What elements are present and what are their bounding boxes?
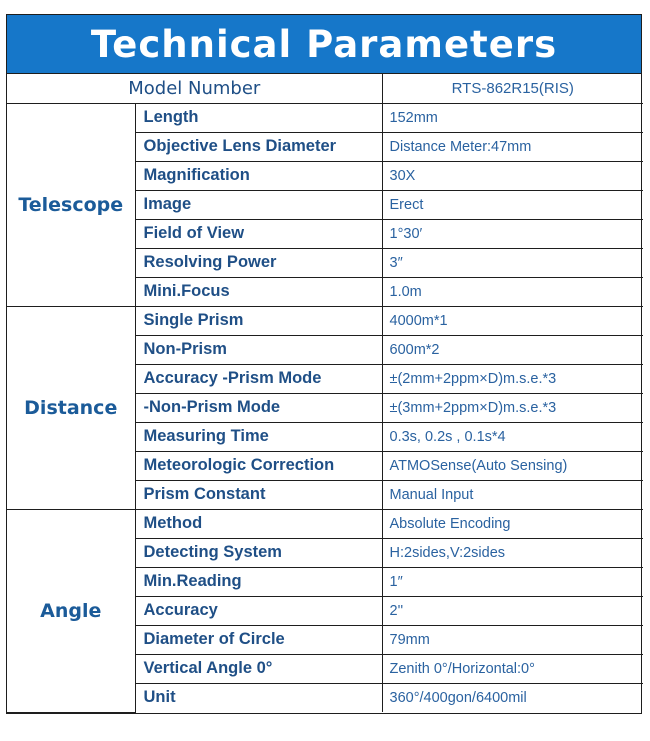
table-row: [7, 306, 643, 335]
spec-table: [7, 74, 643, 713]
table-row: [7, 509, 643, 538]
param-value: 600m*2: [382, 335, 643, 364]
param-value: 3″: [382, 248, 643, 277]
param-name: Min.Reading: [135, 567, 382, 596]
param-name: Unit: [135, 683, 382, 712]
group-telescope: Telescope: [7, 103, 135, 306]
param-name: Image: [135, 190, 382, 219]
model-number-label: Model Number: [7, 74, 382, 103]
param-name: Detecting System: [135, 538, 382, 567]
param-value: ±(3mm+2ppm×D)m.s.e.*3: [382, 393, 643, 422]
model-number-value: RTS-862R15(RIS): [382, 74, 643, 103]
param-name: Vertical Angle 0°: [135, 654, 382, 683]
param-value: 1″: [382, 567, 643, 596]
spec-sheet: [6, 14, 642, 714]
group-distance: Distance: [7, 306, 135, 509]
param-value: ATMOSense(Auto Sensing): [382, 451, 643, 480]
param-name: Accuracy: [135, 596, 382, 625]
param-value: 4000m*1: [382, 306, 643, 335]
param-name: Measuring Time: [135, 422, 382, 451]
param-value: Distance Meter:47mm: [382, 132, 643, 161]
group-angle: Angle: [7, 509, 135, 712]
param-name: Non-Prism: [135, 335, 382, 364]
page-title: Technical Parameters: [7, 15, 641, 74]
param-value: Absolute Encoding: [382, 509, 643, 538]
param-value: 30X: [382, 161, 643, 190]
param-name: Resolving Power: [135, 248, 382, 277]
param-value: 2'': [382, 596, 643, 625]
param-name: Method: [135, 509, 382, 538]
table-row: [7, 74, 643, 103]
param-name: Diameter of Circle: [135, 625, 382, 654]
param-name: Meteorologic Correction: [135, 451, 382, 480]
param-name: -Non-Prism Mode: [135, 393, 382, 422]
param-name: Single Prism: [135, 306, 382, 335]
param-value: Zenith 0°/Horizontal:0°: [382, 654, 643, 683]
param-value: 79mm: [382, 625, 643, 654]
param-value: 1°30′: [382, 219, 643, 248]
param-name: Accuracy -Prism Mode: [135, 364, 382, 393]
param-value: Manual Input: [382, 480, 643, 509]
param-name: Objective Lens Diameter: [135, 132, 382, 161]
param-value: 1.0m: [382, 277, 643, 306]
param-name: Mini.Focus: [135, 277, 382, 306]
param-value: H:2sides,V:2sides: [382, 538, 643, 567]
param-value: 0.3s, 0.2s , 0.1s*4: [382, 422, 643, 451]
param-name: Prism Constant: [135, 480, 382, 509]
param-value: Erect: [382, 190, 643, 219]
param-name: Magnification: [135, 161, 382, 190]
param-name: Field of View: [135, 219, 382, 248]
param-value: 360°/400gon/6400mil: [382, 683, 643, 712]
table-row: [7, 103, 643, 132]
param-name: Length: [135, 103, 382, 132]
param-value: ±(2mm+2ppm×D)m.s.e.*3: [382, 364, 643, 393]
param-value: 152mm: [382, 103, 643, 132]
